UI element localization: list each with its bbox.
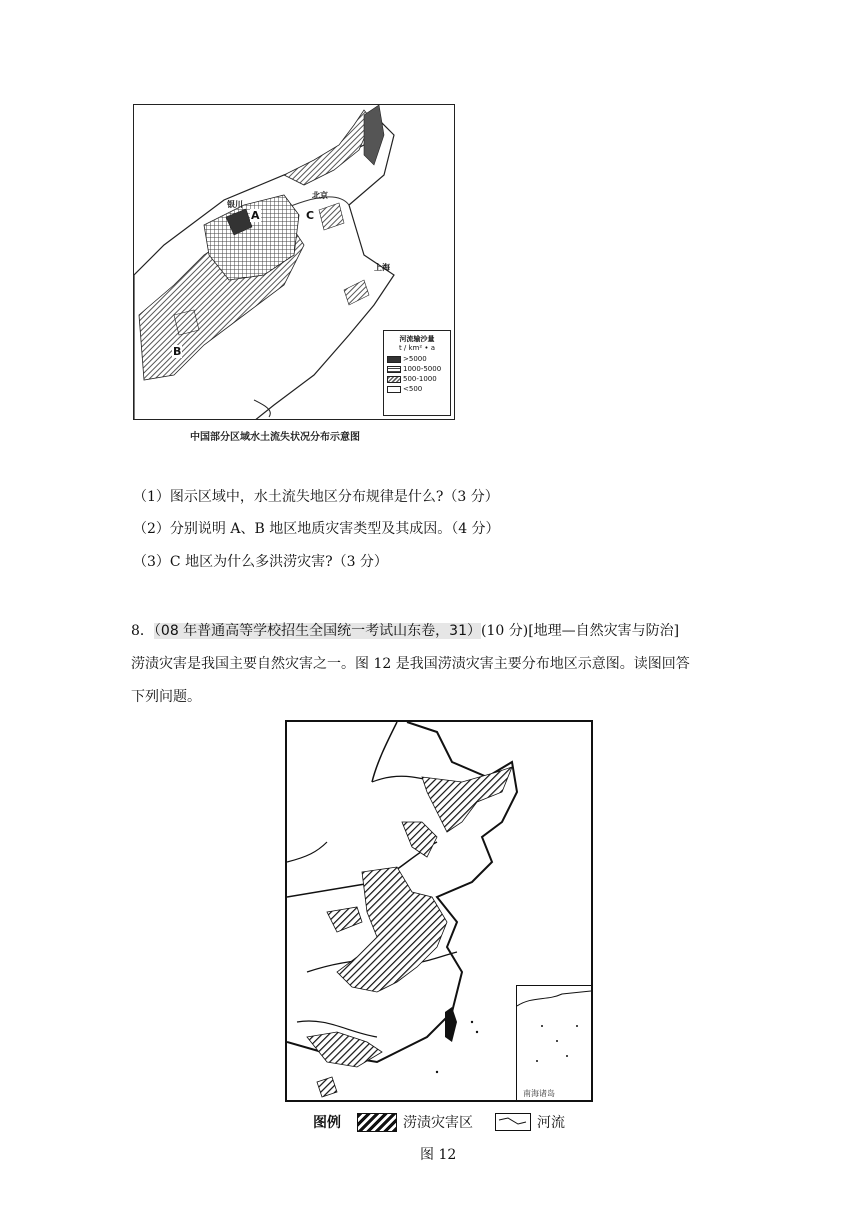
label-beijing: 北京 xyxy=(312,191,328,200)
label-b: B xyxy=(173,345,182,358)
sediment-legend xyxy=(383,330,451,416)
question-8-text-line1: 涝渍灾害是我国主要自然灾害之一。图 12 是我国涝渍灾害主要分布地区示意图。读图回答 xyxy=(131,656,690,672)
river-swatch xyxy=(495,1113,531,1131)
question-2: （2）分别说明 A、B 地区地质灾害类型及其成因。（4 分） xyxy=(133,521,500,537)
soil-erosion-map xyxy=(133,104,455,420)
question-8-text-line2: 下列问题。 xyxy=(131,689,201,705)
south-china-sea-inset xyxy=(516,985,591,1100)
legend-swatch xyxy=(387,366,401,373)
figure-caption: 图 12 xyxy=(420,1147,457,1163)
label-yinchuan: 银川 xyxy=(227,200,243,209)
question-source: （08 年普通高等学校招生全国统一考试山东卷，31） xyxy=(153,623,481,639)
legend-item xyxy=(387,365,447,373)
label-a: A xyxy=(251,209,260,222)
legend-label: >5000 xyxy=(403,355,427,363)
label-c: C xyxy=(306,209,315,222)
legend-item xyxy=(387,375,447,383)
legend-label: 500-1000 xyxy=(403,375,437,383)
legend-title: 河流输沙量 xyxy=(399,335,435,343)
legend-title: 图例 xyxy=(313,1115,341,1131)
map1-caption: 中国部分区域水土流失状况分布示意图 xyxy=(190,432,360,443)
flood-zone-label: 涝渍灾害区 xyxy=(403,1115,473,1131)
legend-unit: t / km² • a xyxy=(398,344,436,352)
inset-label: 南海诸岛 xyxy=(523,1089,555,1098)
question-8-header xyxy=(131,620,679,640)
legend-item xyxy=(387,355,447,363)
river-icon xyxy=(496,1114,528,1128)
legend-swatch xyxy=(387,386,401,393)
legend-item xyxy=(387,385,447,393)
question-number: 8． xyxy=(131,623,154,639)
river-label: 河流 xyxy=(537,1115,565,1131)
flood-zone-swatch xyxy=(357,1113,397,1132)
question-1: （1）图示区域中，水土流失地区分布规律是什么?（3 分） xyxy=(133,489,499,505)
legend-swatch xyxy=(387,376,401,383)
legend-swatch xyxy=(387,356,401,363)
legend-label: <500 xyxy=(403,385,423,393)
question-score: (10 分)[地理—自然灾害与防治] xyxy=(481,623,680,639)
question-3: （3）C 地区为什么多洪涝灾害?（3 分） xyxy=(133,554,388,570)
inset-drawing xyxy=(517,986,591,1100)
flood-legend xyxy=(313,1112,565,1132)
flood-map xyxy=(285,720,593,1102)
label-shanghai: 上海 xyxy=(374,263,390,272)
legend-label: 1000-5000 xyxy=(403,365,442,373)
